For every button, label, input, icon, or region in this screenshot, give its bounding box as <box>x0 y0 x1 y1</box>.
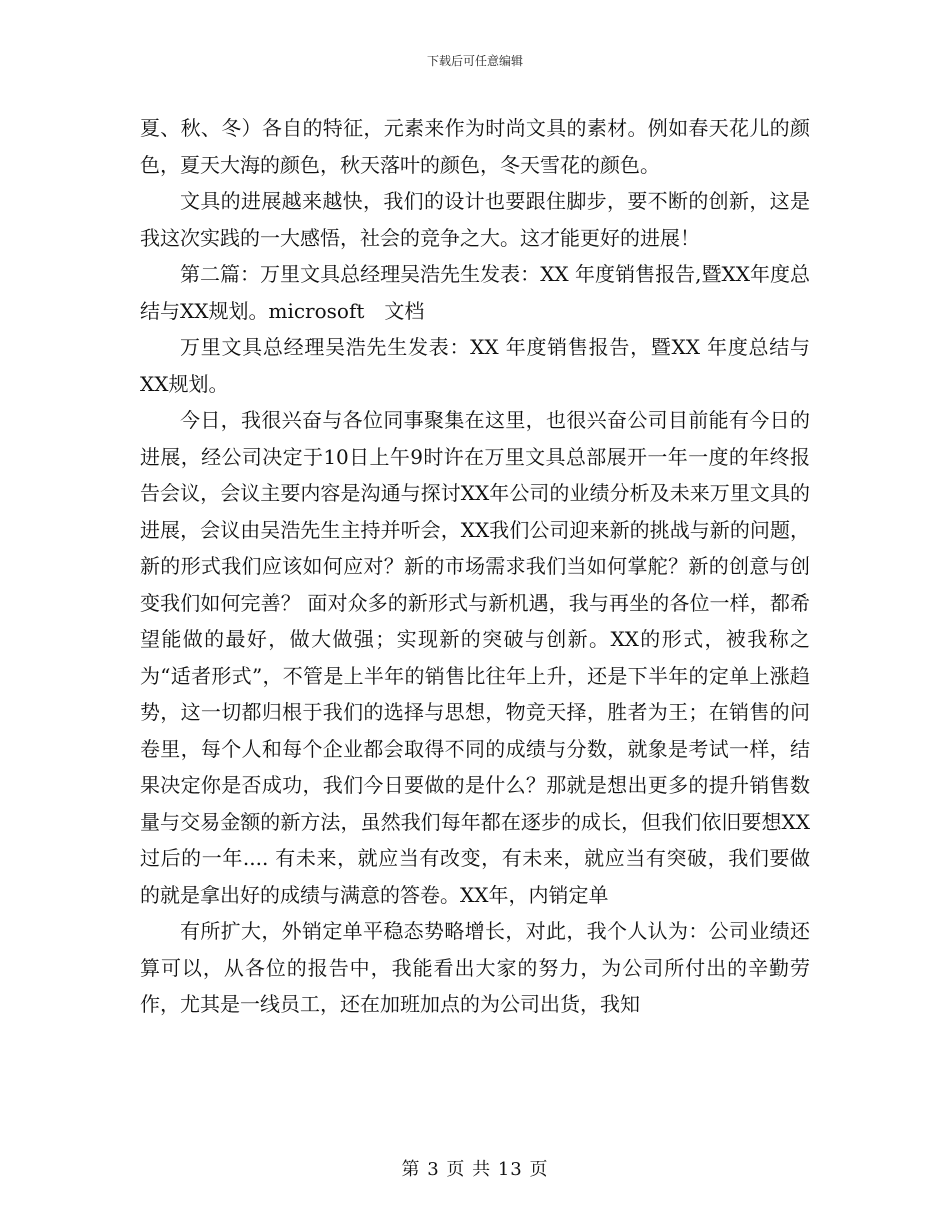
paragraph: 万里文具总经理吴浩先生发表：XX 年度销售报告，暨XX 年度总结与XX规划。 <box>140 335 810 396</box>
paragraph: 今日，我很兴奋与各位同事聚集在这里，也很兴奋公司目前能有今日的进展，经公司决定于10日上午9时许在万里文具总部展开一年一度的年终报告会议，会议主要内容是沟通与探讨XX年公司的业绩分析及未来万里文具的进展，会议由吴浩先生主持并听会，XX我们公司迎来新的挑战与新的问题，新的形式我们应该如何应对？新的市场需求我们当如何掌舵？新的创意与创变我们如何完善？ 面对众多的新形式与新机遇，我与再坐的各位一样，都希望能做的最好，做大做强；实现新的突破与创新。XX的形式，被我称之为“适者形式”，不管是上半年的销售比往年上升，还是下半年的定单上涨趋势，这一切都归根于我们的选择与思想，物竞天择，胜者为王；在销售的问卷里，每个人和每个企业都会取得不同的成绩与分数，就象是考试一样，结果决定你是否成功，我们今日要做的是什么？那就是想出更多的提升销售数量与交易金额的新方法，虽然我们每年都在逐步的成长，但我们依旧要想XX过后的一年.... 有未来，就应当有改变，有未来，就应当有突破，我们要做的就是拿出好的成绩与满意的答卷。XX年，内销定单 <box>140 408 810 907</box>
header-note: 下载后可任意编辑 <box>426 54 523 68</box>
page-number: 第 3 页 共 13 页 <box>401 1159 549 1180</box>
paragraph-continuation: 夏、秋、冬）各自的特征，元素来作为时尚文具的素材。例如春天花儿的颜色，夏天大海的颜色，秋天落叶的颜色，冬天雪花的颜色。 <box>140 116 810 177</box>
document-body <box>140 110 810 1023</box>
paragraph: 有所扩大，外销定单平稳态势略增长，对此，我个人认为：公司业绩还算可以，从各位的报告中，我能看出大家的努力，为公司所付出的辛勤劳作，尤其是一线员工，还在加班加点的为公司出货，我知 <box>140 919 810 1016</box>
paragraph: 文具的进展越来越快，我们的设计也要跟住脚步，要不断的创新，这是我这次实践的一大感悟，社会的竞争之大。这才能更好的进展！ <box>140 189 810 250</box>
section-heading-paragraph: 第二篇：万里文具总经理吴浩先生发表：XX 年度销售报告,暨XX年度总结与XX规划。microsoft 文档 <box>140 262 810 323</box>
